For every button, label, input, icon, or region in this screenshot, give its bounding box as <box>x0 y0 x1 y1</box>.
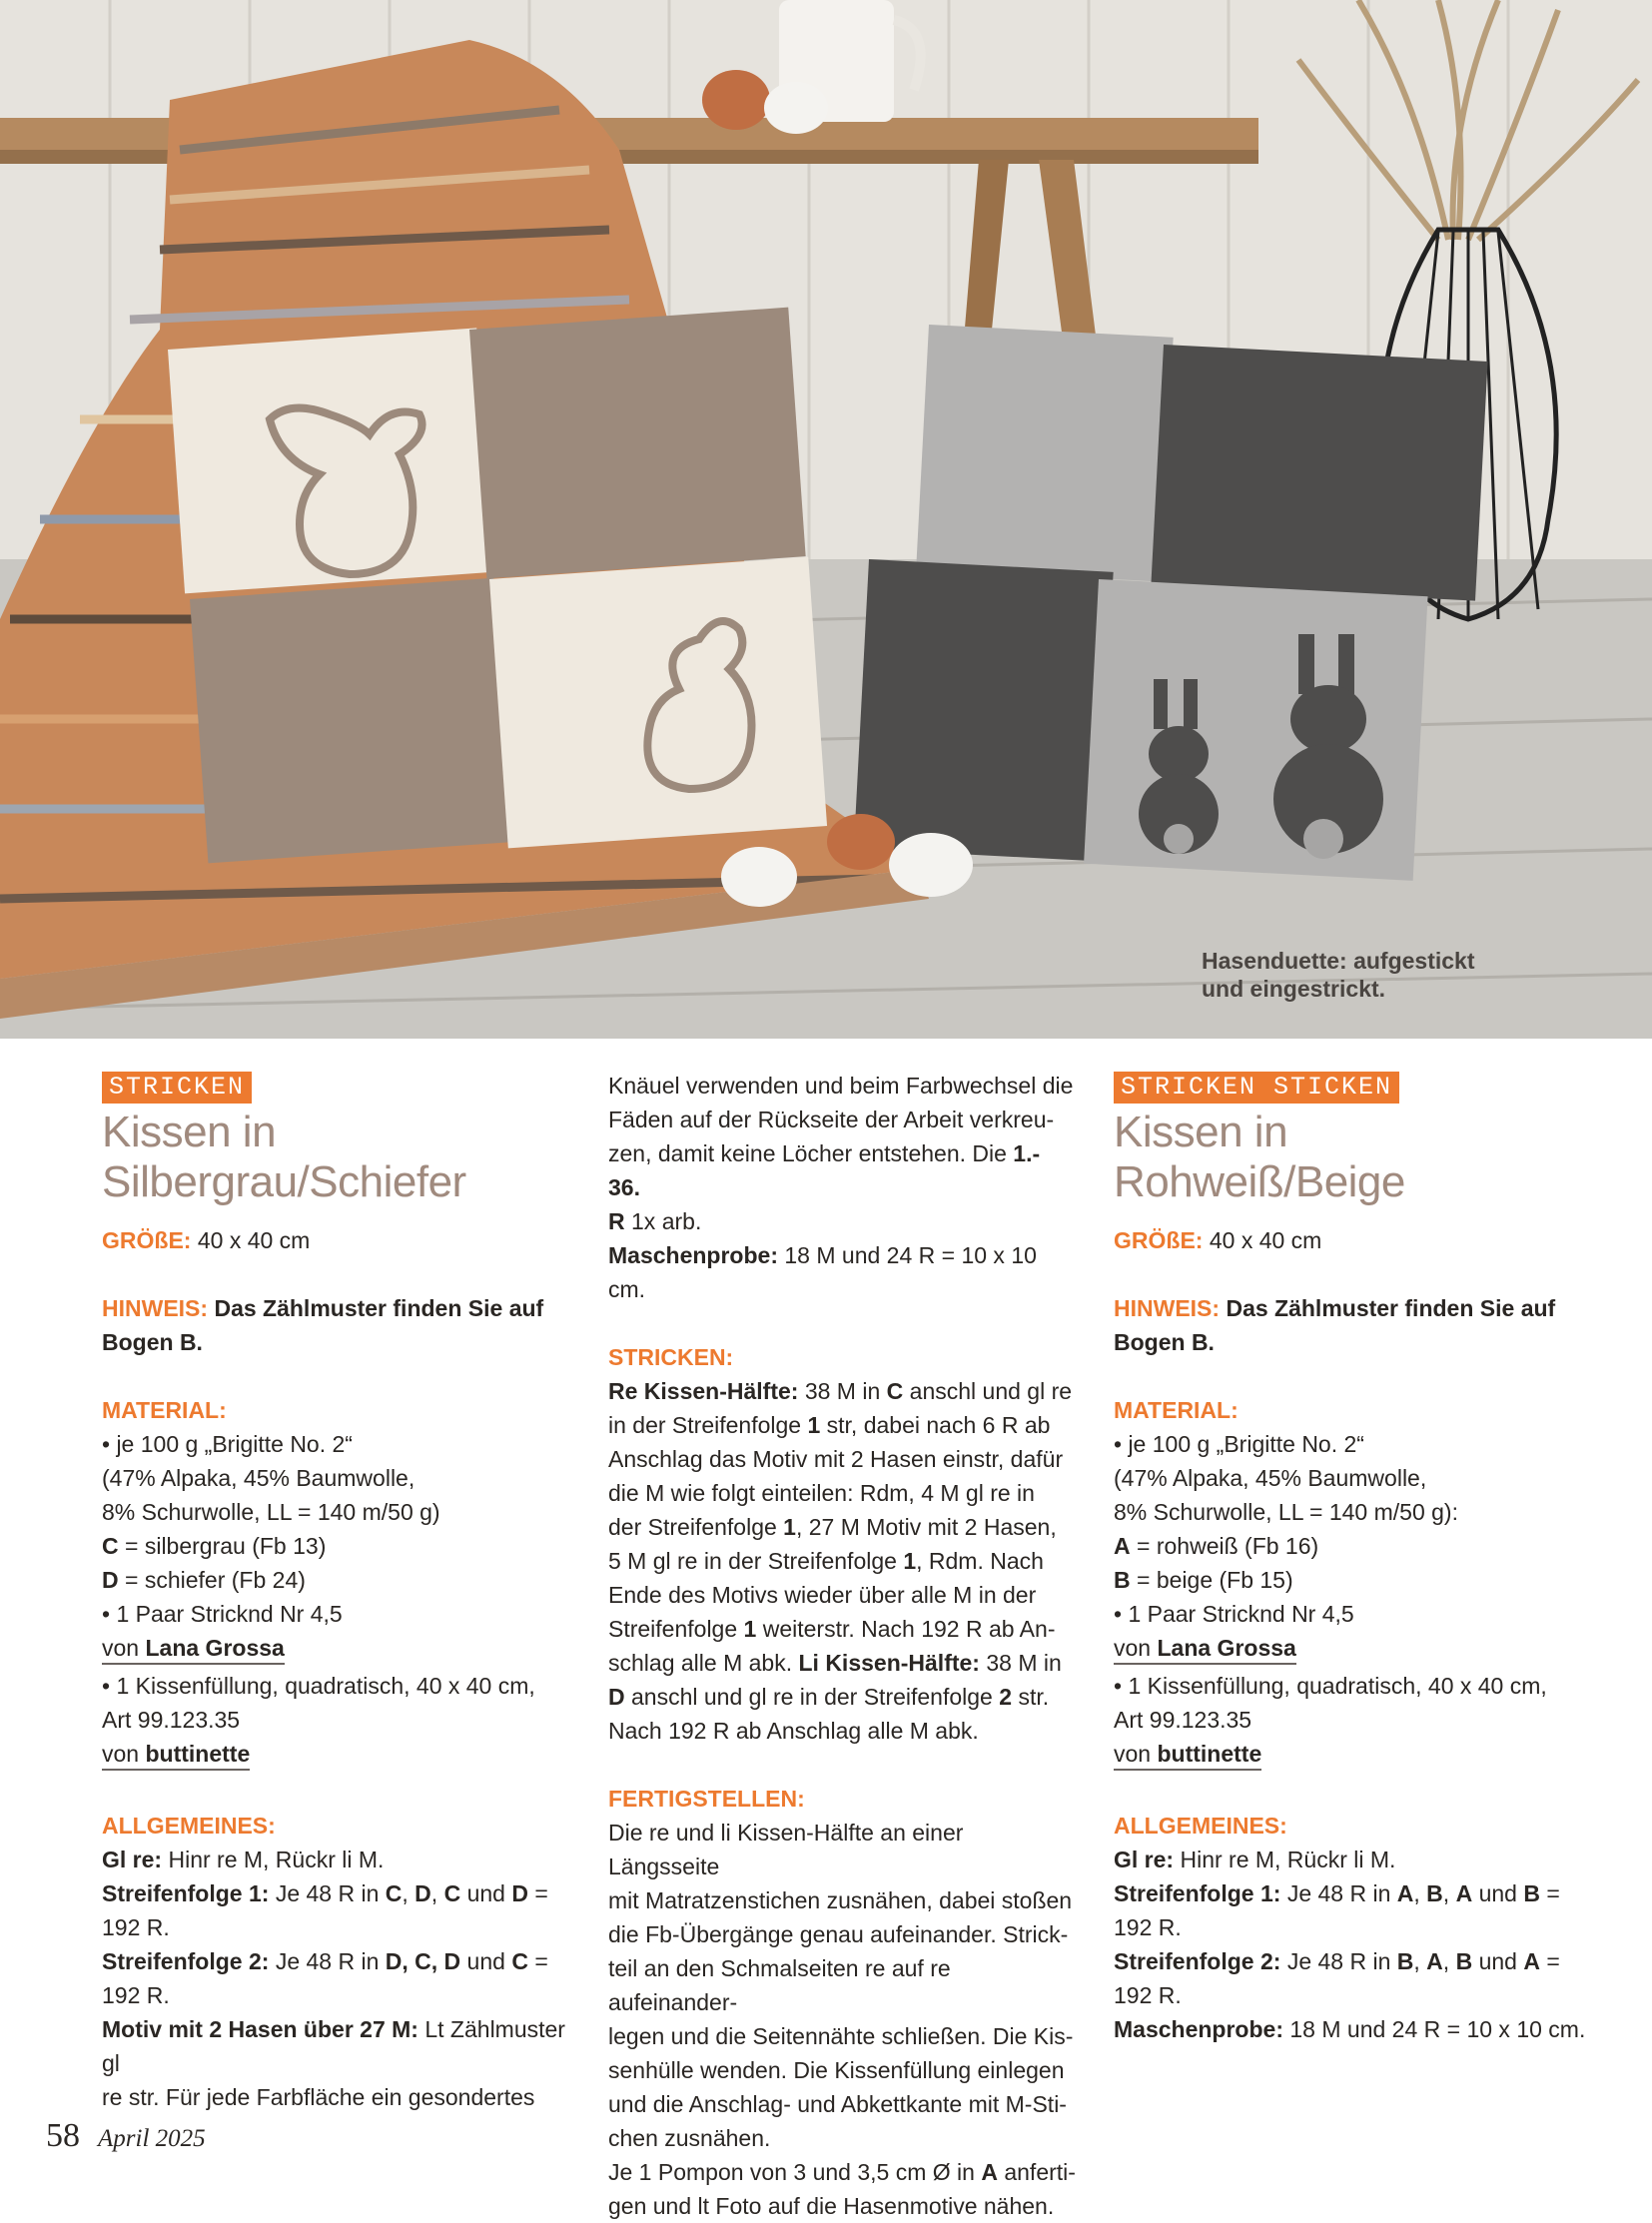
column-instructions: Knäuel verwenden und beim Farbwechsel die Fäden auf der Rückseite der Arbeit verkreu- zen, damit keine Löcher entstehen. Die 1.- 36. R 1x arb. Maschenprobe: 18 M und 24 R = 10 x 10 cm. STRICKEN: Re Kissen-Hälfte: 38 M in C anschl und gl re in der Streifenfolge 1 str, dabei nach 6 R ab Anschlag das Motiv mit 2 Hasen einstr, dafür die M wie folgt einteilen: Rdm, 4 M gl re in der Streifenfolge 1, 27 M Motiv mit 2 Hasen, 5 M gl re in der Streifenfolge 1, Rdm. Nach Ende des Motivs wieder über alle M in der Streifenfolge 1 weiterstr. Nach 192 R ab An- schlag alle M abk. Li Kissen-Hälfte: 38 M in D anschl und gl re in der Streifenfolge 2 str. Nach 192 R ab Anschlag alle M abk. FERTIGSTELLEN: Die re und li Kissen-Hälfte an einer Längsseite mit Matratzenstichen zusnähen, dabei stoßen die Fb-Übergänge genau aufeinander. Strick- teil an den Schmalseiten re auf re aufeinander- legen und die Seitennähte schließen. Die Kis- senhülle wenden. Die Kissenfüllung einlegen und die Anschlag- und Abkettkante mit M-Sti- chen zusnähen. Je 1 Pompon von 3 und 3,5 cm Ø in A anferti- gen und lt Foto auf die Hasenmotive nähen. <box>608 1069 1078 2223</box>
photo-caption: Hasenduette: aufgestickt und eingestrickt. <box>1202 948 1475 1002</box>
issue-date: April 2025 <box>98 2125 206 2152</box>
page-number: 58 <box>46 2117 80 2154</box>
column-silbergrau-schiefer: STRICKEN Kissen in Silbergrau/Schiefer GRÖßE: 40 x 40 cm HINWEIS: Das Zählmuster finden Sie auf Bogen B. MATERIAL: • je 100 g „Brigitte No. 2“ (47% Alpaka, 45% Baumwolle, 8% Schurwolle, LL = 140 m/50 g) C = silbergrau (Fb 13) D = schiefer (Fb 24) • 1 Paar Stricknd Nr 4,5 von Lana Grossa • 1 Kissenfüllung, quadratisch, 40 x 40 cm, Art 99.123.35 von buttinette ALLGEMEINES: Gl re: Hinr re M, Rückr li M. Streifenfolge 1: Je 48 R in C, D, C und D = 192 R. Streifenfolge 2: Je 48 R in D, C, D und C = 192 R. Motiv mit 2 Hasen über 27 M: Lt Zählmuster gl re str. Für jede Farbfläche ein gesondertes <box>102 1069 571 2114</box>
supplier-buttinette: von buttinette <box>102 1737 571 1775</box>
color-d: D = schiefer (Fb 24) <box>102 1567 306 1593</box>
material-heading: MATERIAL: <box>102 1397 227 1423</box>
material-heading: MATERIAL: <box>1114 1397 1239 1423</box>
supplier-lana-grossa: von Lana Grossa <box>102 1631 571 1669</box>
column-rohweiss-beige: STRICKEN STICKEN Kissen in Rohweiß/Beige GRÖßE: 40 x 40 cm HINWEIS: Das Zählmuster finden Sie auf Bogen B. MATERIAL: • je 100 g „Brigitte No. 2“ (47% Alpaka, 45% Baumwolle, 8% Schurwolle, LL = 140 m/50 g): A = rohweiß (Fb 16) B = beige (Fb 15) • 1 Paar Stricknd Nr 4,5 von Lana Grossa • 1 Kissenfüllung, quadratisch, 40 x 40 cm, Art 99.123.35 von buttinette ALLGEMEINES: Gl re: Hinr re M, Rückr li M. Streifenfolge 1: Je 48 R in A, B, A und B = 192 R. Streifenfolge 2: Je 48 R in B, A, B und A = 192 R. Maschenprobe: 18 M und 24 R = 10 x 10 cm. <box>1114 1069 1593 2046</box>
stripe-sequence-1: Streifenfolge 1: Je 48 R in A, B, A und B = <box>1114 1880 1560 1906</box>
article-title: Kissen in Rohweiß/Beige <box>1114 1108 1405 1206</box>
general-heading: ALLGEMEINES: <box>102 1813 276 1839</box>
pillow-silbergrau-schiefer <box>854 325 1488 881</box>
article-title: Kissen in Silbergrau/Schiefer <box>102 1108 466 1206</box>
supplier-lana-grossa: von Lana Grossa <box>1114 1631 1593 1669</box>
note-line: HINWEIS: Das Zählmuster finden Sie auf <box>1114 1295 1556 1321</box>
category-tag: STRICKEN STICKEN <box>1114 1072 1399 1104</box>
color-b: B = beige (Fb 15) <box>1114 1567 1293 1593</box>
right-half-line: Re Kissen-Hälfte: 38 M in C anschl und gl re <box>608 1378 1073 1404</box>
size-line: GRÖßE: 40 x 40 cm <box>1114 1227 1322 1253</box>
color-c: C = silbergrau (Fb 13) <box>102 1533 327 1559</box>
category-tag: STRICKEN <box>102 1072 252 1104</box>
photo-illustration <box>0 0 1652 1039</box>
size-line: GRÖßE: 40 x 40 cm <box>102 1227 311 1253</box>
pillow-rohweiss-beige <box>168 308 827 864</box>
egg-white-floor-2 <box>889 833 973 897</box>
note-line: HINWEIS: Das Zählmuster finden Sie auf <box>102 1295 544 1321</box>
stripe-sequence-1: Streifenfolge 1: Je 48 R in C, D, C und D = <box>102 1880 548 1906</box>
gauge-line: Maschenprobe: 18 M und 24 R = 10 x 10 cm. <box>1114 2016 1586 2042</box>
color-a: A = rohweiß (Fb 16) <box>1114 1533 1319 1559</box>
stripe-sequence-2: Streifenfolge 2: Je 48 R in D, C, D und C = <box>102 1948 548 1974</box>
egg-brown <box>702 70 770 130</box>
motif-line: Motiv mit 2 Hasen über 27 M: Lt Zählmuster gl <box>102 2016 565 2076</box>
egg-brown-floor <box>827 814 895 870</box>
page-footer <box>46 2117 206 2155</box>
stripe-sequence-2: Streifenfolge 2: Je 48 R in B, A, B und A = <box>1114 1948 1560 1974</box>
general-heading: ALLGEMEINES: <box>1114 1813 1287 1839</box>
supplier-buttinette: von buttinette <box>1114 1737 1593 1775</box>
egg-white <box>764 82 828 134</box>
egg-white-floor-1 <box>721 847 797 907</box>
gauge-line: Maschenprobe: 18 M und 24 R = 10 x 10 cm. <box>608 1242 1037 1302</box>
finish-heading: FERTIGSTELLEN: <box>608 1786 805 1812</box>
left-half-line: schlag alle M abk. Li Kissen-Hälfte: 38 M in <box>608 1650 1062 1676</box>
pompon-small <box>1164 824 1194 854</box>
knit-heading: STRICKEN: <box>608 1344 734 1370</box>
pompon-line: Je 1 Pompon von 3 und 3,5 cm Ø in A anferti- <box>608 2159 1076 2185</box>
pompon-large <box>1303 819 1343 859</box>
hero-photo <box>0 0 1652 1039</box>
